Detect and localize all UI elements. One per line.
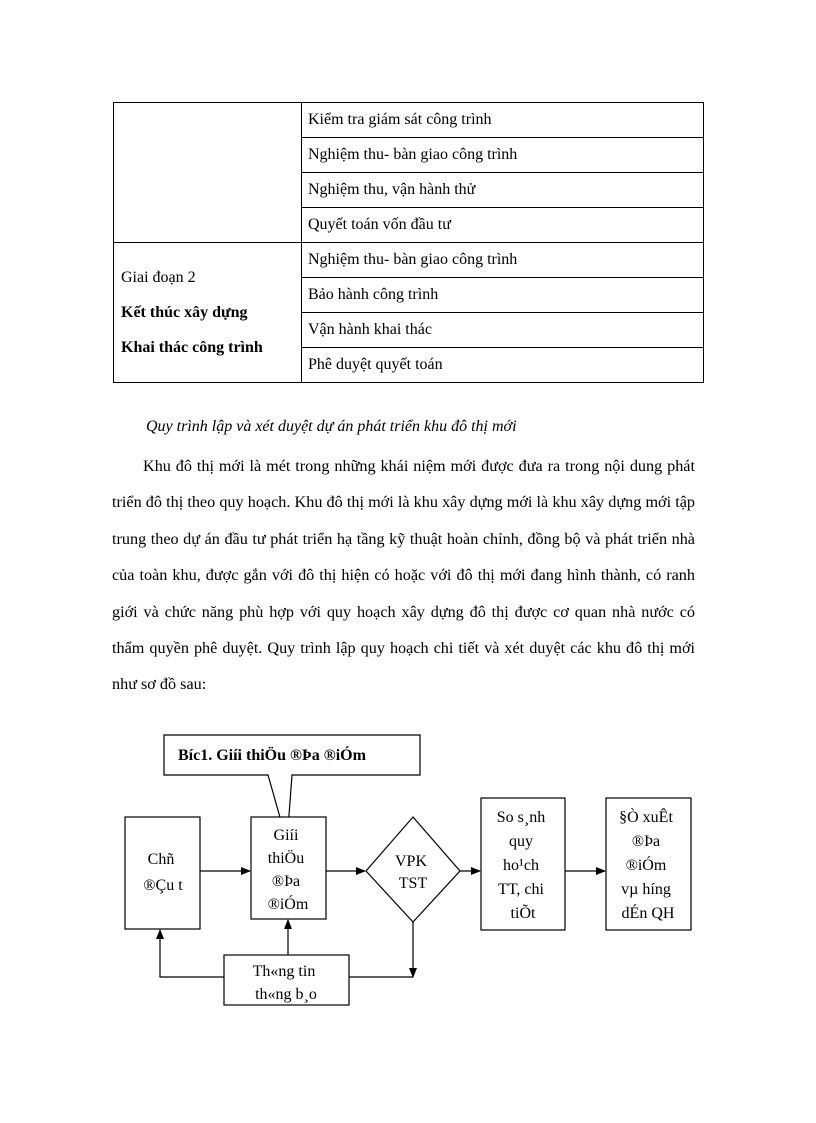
task-cell: Nghiệm thu- bàn giao công trình: [302, 243, 704, 278]
diamond-vpk-tst: [366, 817, 460, 922]
diamond-text: VPK TST: [394, 853, 428, 892]
box-owner-text: Chñ ®Çu t: [143, 851, 183, 894]
task-cell: Vận hành khai thác: [302, 313, 704, 348]
box-info-notice: [224, 955, 349, 1005]
box-compare-plan-text: So s¸nh quy ho¹ch TT, chi tiÕt: [496, 809, 546, 922]
project-stages-table: [113, 102, 704, 383]
box-propose-site: [606, 798, 691, 930]
table-row: [114, 243, 704, 278]
stage-2-label: Giai đoạn 2: [121, 269, 196, 286]
task-cell: Nghiệm thu, vận hành thử: [302, 173, 704, 208]
task-cell: Kiểm tra giám sát công trình: [302, 103, 704, 138]
box-propose-site-text: §Ò xuÊt ®Þa ®iÓm vµ híng dÉn QH: [619, 809, 675, 922]
task-cell: Nghiệm thu- bàn giao công trình: [302, 138, 704, 173]
task-cell: Bảo hành công trình: [302, 278, 704, 313]
table-row: [114, 103, 704, 138]
stage-2-title-line2: Khai thác công trình: [121, 339, 263, 356]
task-cell: Quyết toán vốn đầu tư: [302, 208, 704, 243]
section-heading: Quy trình lập và xét duyệt dự án phát triển khu đô thị mới: [146, 418, 517, 435]
box-owner: [125, 817, 200, 929]
arrow-info-to-owner: [160, 930, 224, 977]
box-intro-site: [251, 817, 326, 919]
box-intro-site-text: Giíi thiÖu ®Þa ®iÓm: [267, 827, 309, 913]
stage-2-title-line1: Kết thúc xây dựng: [121, 304, 248, 321]
box-compare-plan: [481, 798, 565, 930]
callout-text: Bíc1. Giíi thiÖu ®Þa ®iÓm: [178, 747, 366, 764]
stage-2-cell: [114, 243, 302, 383]
task-cell: Phê duyệt quyết toán: [302, 348, 704, 383]
box-info-notice-text: Th«ng tin th«ng b¸o: [252, 963, 317, 1003]
body-paragraph: Khu đô thị mới là mét trong những khái niệm mới được đưa ra trong nội dung phát triển đô thị theo quy hoạch. Khu đô thị mới là khu xây dựng mới là khu xây dựng mới tập trung theo dự án đầu tư phát triển hạ tầng kỹ thuật hoàn chỉnh, đồng bộ và phát triển nhà của toàn khu, được gắn với đô thị hiện có hoặc với đô thị mới đang hình thành, có ranh giới và chức năng phù hợp với quy hoạch xây dựng đô thị được cơ quan nhà nước có thẩm quyền phê duyệt. Quy trình lập quy hoạch chi tiết và xét duyệt các khu đô thị mới như sơ đồ sau:: [112, 457, 695, 694]
process-flowchart: [0, 720, 816, 1020]
stage-cell-empty: [114, 103, 302, 243]
